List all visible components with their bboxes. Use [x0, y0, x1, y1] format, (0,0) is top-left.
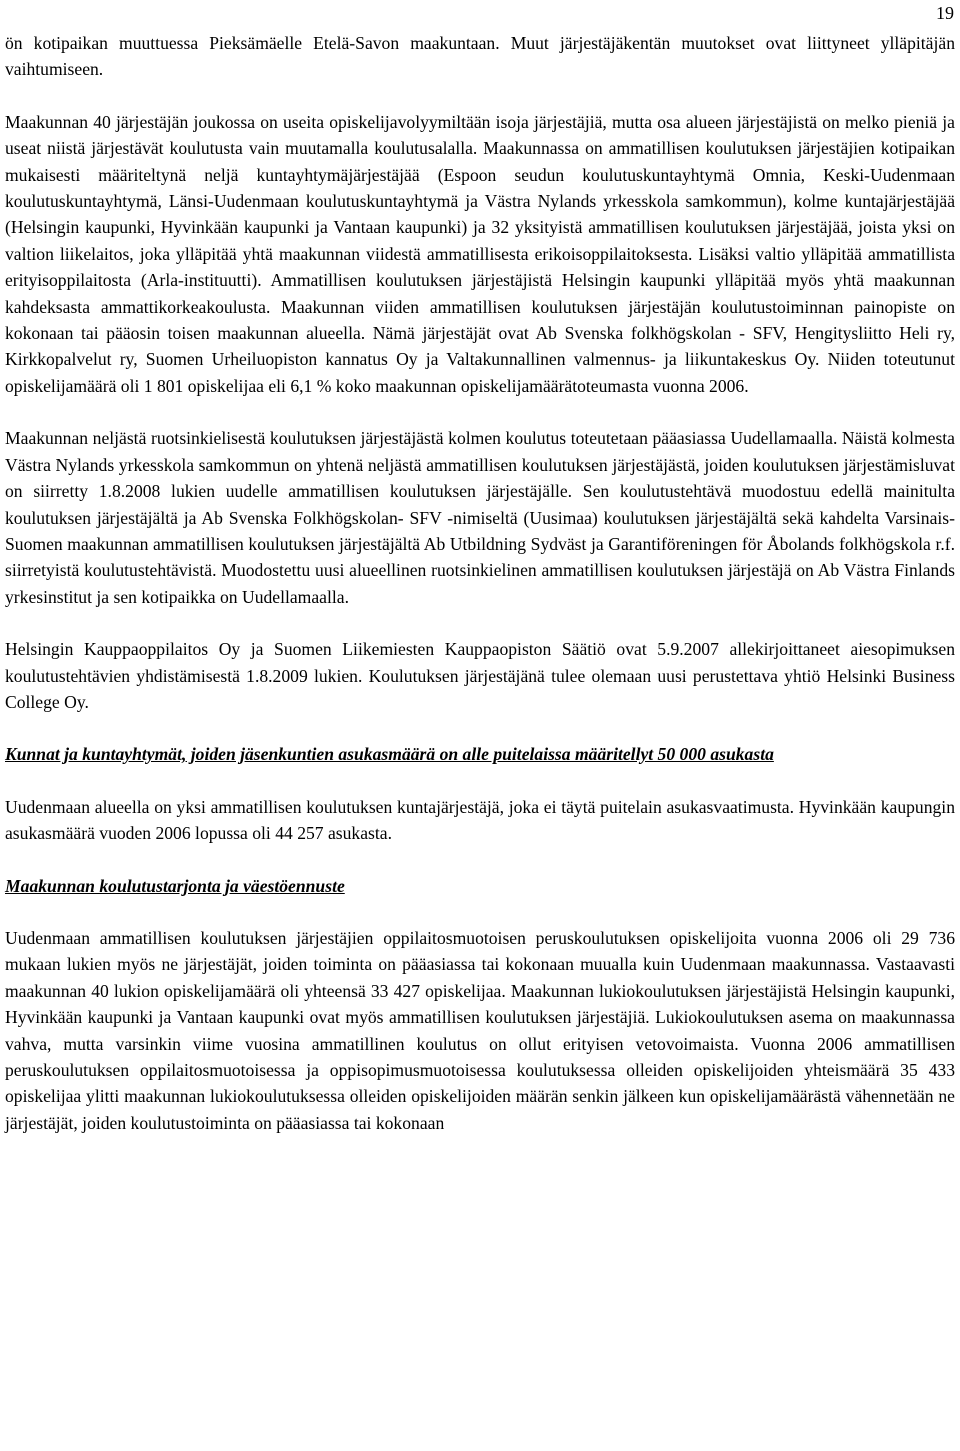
paragraph-continuation: ön kotipaikan muuttuessa Pieksämäelle Etelä-Savon maakuntaan. Muut järjestäjäkentän muutokset ovat liittyneet ylläpitäjän vaihtumiseen.: [5, 33, 955, 80]
paragraph-swedish-providers: Maakunnan neljästä ruotsinkielisestä koulutuksen järjestäjästä kolmen koulutus toteutetaan pääasiassa Uudellamaalla. Näistä kolmesta Västra Nylands yrkesskola samkommun on yhtenä neljästä ammatillisen koulutuksen järjestäjästä, joiden koulutuksen järjestämisluvat on siirretty 1.8.2008 lukien uudelle ammatillisen koulutuksen järjestäjälle. Sen koulutustehtävä muodostuu edellä mainitulta koulutuksen järjestäjältä ja Ab Svenska Folkhögskolan- SFV -nimiseltä (Uusimaa) koulutuksen järjestäjältä sekä kahdelta Varsinais-Suomen maakunnan ammatillisen koulutuksen järjestäjältä Ab Utbildning Sydväst ja Garantiföreningen för Åbolands folkhögskola r.f. siirretyistä koulutustehtävistä. Muodostettu uusi alueellinen ruotsinkielinen ammatillisen koulutuksen järjestäjä on Ab Västra Finlands yrkesinstitut ja sen kotipaikka on Uudellamaalla.: [5, 428, 955, 607]
paragraph-student-numbers: Uudenmaan ammatillisen koulutuksen järjestäjien oppilaitosmuotoisen peruskoulutuksen opiskelijoita vuonna 2006 oli 29 736 mukaan lukien myös ne järjestäjät, joiden toiminta on pääasiassa tai kokonaan muualla kuin Uudenmaan maakunnassa. Vastaavasti maakunnan 40 lukion opiskelijamäärä oli yhteensä 33 427 opiskelijaa. Maakunnan lukiokoulutuksen järjestäjistä Helsingin kaupunki, Hyvinkään kaupunki ja Vantaan kaupunki ovat myös ammatillisen koulutuksen järjestäjiä. Lukiokoulutuksen asema on maakunnassa vahva, mutta varsinkin viime vuosina ammatillinen koulutus on ollut erityisen vetovoimaista. Vuonna 2006 ammatillisen peruskoulutuksen oppilaitosmuotoisessa ja oppisopimusmuotoisessa koulutuksessa olleiden opiskelijoiden yhteismäärä 35 433 opiskelijaa ylitti maakunnan lukiokoulutuksessa olleiden opiskelijoiden määrän senkin jälkeen kun opiskelijamäärästä vähennetään ne järjestäjät, joiden koulutustoiminta on pääasiassa tai kokonaan: [5, 927, 955, 1133]
paragraph-merger-agreement: Helsingin Kauppaoppilaitos Oy ja Suomen Liikemiesten Kauppaopiston Säätiö ovat 5.9.2007 allekirjoittaneet aiesopimuksen koulutustehtävien yhdistämisestä 1.8.2009 lukien. Koulutuksen järjestäjänä tulee olemaan uusi perustettava yhtiö Helsinki Business College Oy.: [5, 639, 955, 712]
page-number: 19: [936, 3, 954, 23]
paragraph-providers-overview: Maakunnan 40 järjestäjän joukossa on useita opiskelijavolyymiltään isoja järjestäjiä, mutta osa alueen järjestäjistä on melko pieniä ja useat niistä järjestävät koulutusta vain muutamalla koulutusalalla. Maakunnassa on ammatillisen koulutuksen järjestäjien kotipaikan mukaisesti määriteltynä neljä kuntayhtymäjärjestäjää (Espoon seudun koulutuskuntayhtymä Omnia, Keski-Uudenmaan koulutuskuntayhtymä, Länsi-Uudenmaan koulutuskuntayhtymä ja Västra Nylands yrkesskola samkommun), kolme kuntajärjestäjää (Helsingin kaupunki, Hyvinkään kaupunki ja Vantaan kaupunki) ja 32 yksityistä ammatillisen koulutuksen järjestäjää, joista yksi on valtion liikelaitos, joka ylläpitää yhtä maakunnan viidestä ammatillisesta erikoisoppilaitoksesta. Lisäksi valtio ylläpitää ammatillista erityisoppilaitosta (Arla-instituutti). Ammatillisen koulutuksen järjestäjistä Helsingin kaupunki ylläpitää myös yhtä maakunnan kahdeksasta ammattikorkeakoulusta. Maakunnan viiden ammatillisen koulutuksen järjestäjän koulutustoiminnan painopiste on kokonaan tai pääosin toisen maakunnan alueella. Nämä järjestäjät ovat Ab Svenska folkhögskolan - SFV, Hengitysliitto Heli ry, Kirkkopalvelut ry, Suomen Urheiluopiston kannatus Oy ja Valtakunnallinen valmennus- ja liikuntakeskus Oy. Niiden toteutunut opiskelijamäärä oli 1 801 opiskelijaa eli 6,1 % koko maakunnan opiskelijamäärätoteumasta vuonna 2006.: [5, 111, 955, 396]
document-body: [5, 30, 955, 1136]
section-heading-municipalities: Kunnat ja kuntayhtymät, joiden jäsenkuntien asukasmäärä on alle puitelaissa määritellyt 50 000 asukasta: [5, 744, 774, 765]
paragraph-population-requirement: Uudenmaan alueella on yksi ammatillisen koulutuksen kuntajärjestäjä, joka ei täytä puitelain asukasvaatimusta. Hyvinkään kaupungin asukasmäärä vuoden 2006 lopussa oli 44 257 asukasta.: [5, 796, 955, 844]
section-heading-education-supply: Maakunnan koulutustarjonta ja väestöennuste: [5, 875, 345, 896]
